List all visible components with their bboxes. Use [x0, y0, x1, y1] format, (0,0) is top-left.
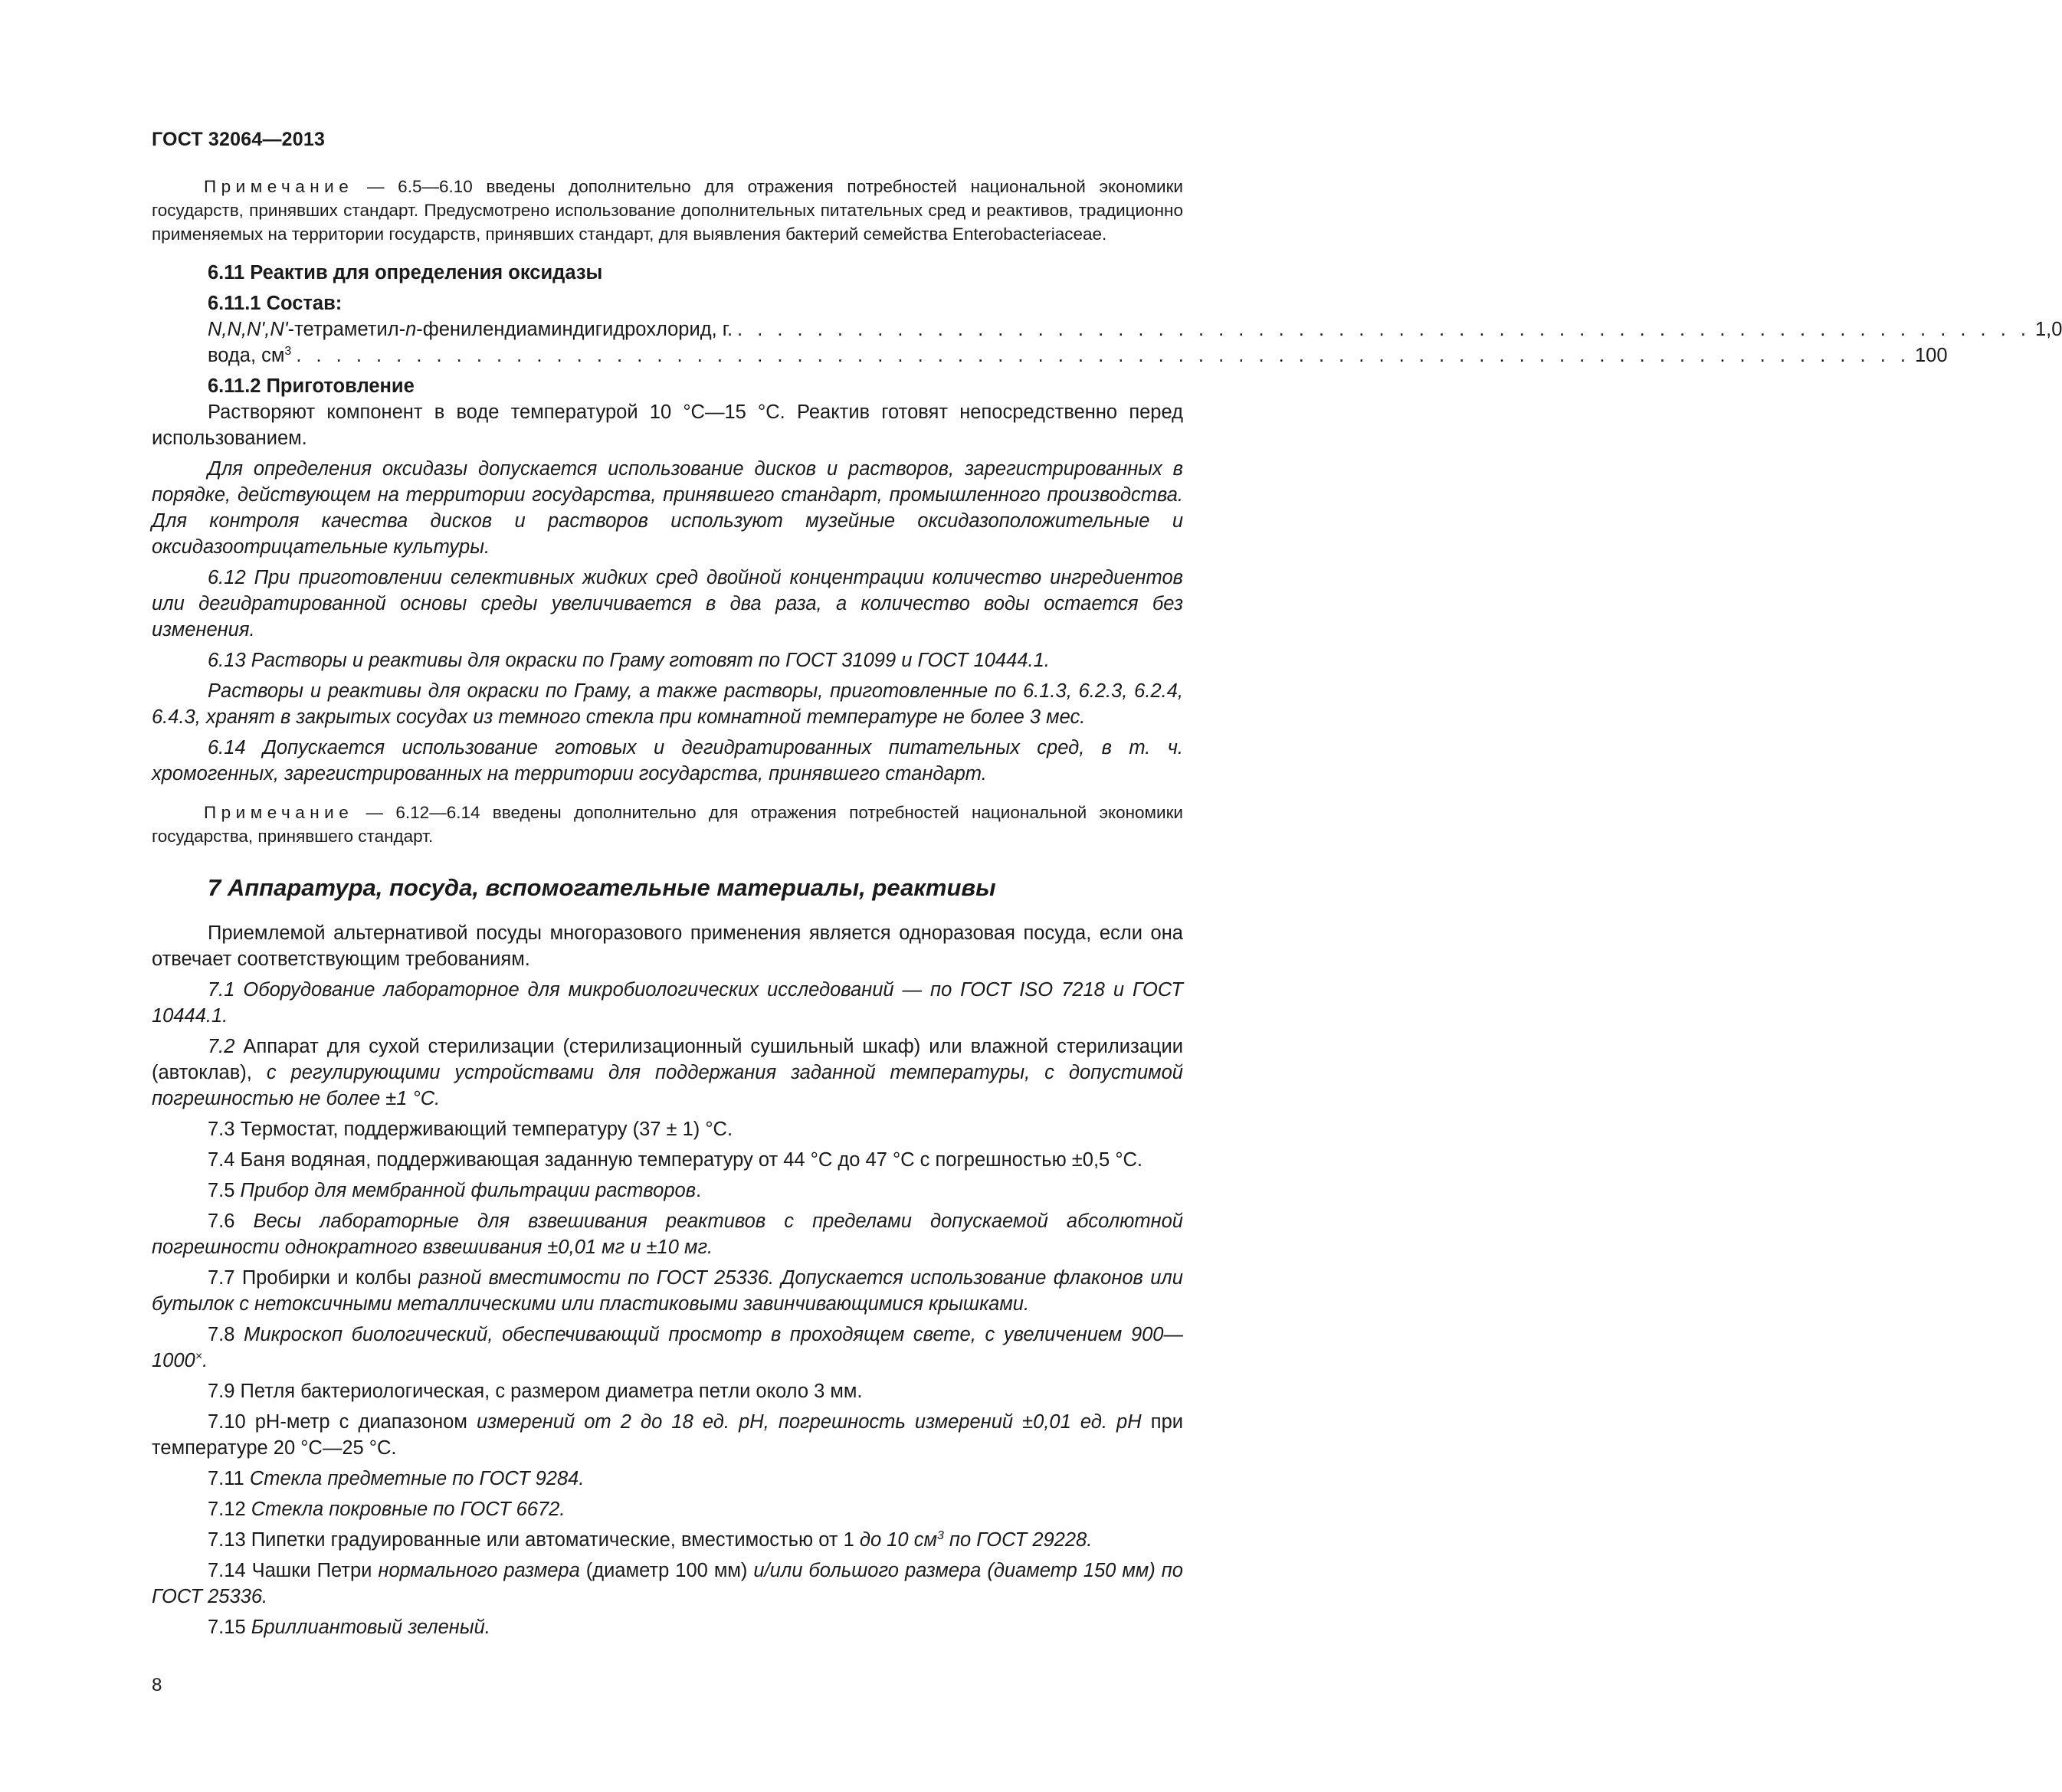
page-number: 8 [152, 1675, 162, 1695]
paragraph-7-1: 7.1 Оборудование лабораторное для микробиологических исследований — по ГОСТ ISO 7218 и ГОСТ 10444.1. [152, 979, 1183, 1027]
note-text: — 6.5—6.10 введены дополнительно для отражения потребностей национальной экономики государств, принявших стандарт. Предусмотрено использование дополнительных питательных сред и реактивов, традиционно применяемых на территории государств, принявших стандарт, для выявления бактерий семейства Enterobacteriaceae. [152, 177, 1183, 244]
paragraph-7-11: 7.11 Стекла предметные по ГОСТ 9284. [208, 1468, 585, 1489]
paragraph-7-12: 7.12 Стекла покровные по ГОСТ 6672. [208, 1499, 565, 1520]
section-heading-6-11: 6.11 Реактив для определения оксидазы [208, 262, 603, 283]
paragraph-oxidase-discs: Для определения оксидазы допускается использование дисков и растворов, зарегистрированных в порядке, действующем на территории государства, принявшего стандарт, промышленного производства. Для контроля качества дисков и растворов используют музейные оксидазоположительные и оксидазоотрицательные культуры. [152, 458, 1183, 558]
composition-item-label: N,N,N',N'-тетраметил-n-фенилендиаминдигидрохлорид, г. [208, 319, 733, 340]
note-6-5-6-10 [152, 175, 1183, 246]
paragraph-6-12: 6.12 При приготовлении селективных жидких сред двойной концентрации количество ингредиентов или дегидратированной основы среды увеличивается в два раза, а количество воды остается без изменения. [152, 567, 1183, 640]
note-prefix: Примечание [204, 177, 354, 196]
composition-item-value: 100 [1914, 345, 1948, 366]
subsection-heading-6-11-2: 6.11.2 Приготовление [208, 375, 415, 397]
document-code-header: ГОСТ 32064—2013 [152, 129, 326, 150]
paragraph-6-14: 6.14 Допускается использование готовых и дегидратированных питательных сред, в т. ч. хромогенных, зарегистрированных на территории государства, принявшего стандарт. [152, 737, 1183, 785]
subsection-heading-6-11-1: 6.11.1 Состав: [208, 293, 343, 314]
paragraph-7-10: 7.10 pH-метр с диапазоном измерений от 2 до 18 ед. рН, погрешность измерений ±0,01 ед. рН при температуре 20 °С—25 °С. [152, 1411, 1183, 1459]
paragraph-7-4: 7.4 Баня водяная, поддерживающая заданную температуру от 44 °С до 47 °С с погрешностью ±0,5 °С. [208, 1149, 1143, 1171]
paragraph-7-14: 7.14 Чашки Петри нормального размера (диаметр 100 мм) и/или большого размера (диаметр 150 мм) по ГОСТ 25336. [152, 1560, 1183, 1607]
page-content [152, 175, 2062, 1640]
paragraph-7-15: 7.15 Бриллиантовый зеленый. [208, 1617, 490, 1638]
composition-item-reagent [152, 316, 2062, 342]
paragraph-6-13-storage: Растворы и реактивы для окраски по Граму, а также растворы, приготовленные по 6.1.3, 6.2.3, 6.2.4, 6.4.3, хранят в закрытых сосудах из темного стекла при комнатной температуре не более 3 мес. [152, 680, 1183, 728]
leader-dots: . . . . . . . . . . . . . . . . . . . . . . . . . . . . . . . . . . . . . . . . . . . . . . . . . . . . . . . . . . . . . . . . . . . . . . . . . . . . . . . . . [296, 345, 1910, 366]
paragraph-7-7: 7.7 Пробирки и колбы разной вместимости по ГОСТ 25336. Допускается использование флаконов или бутылок с нетоксичными металлическими или пластиковыми завинчивающимися крышками. [152, 1267, 1183, 1315]
paragraph-7-2: 7.2 Аппарат для сухой стерилизации (стерилизационный сушильный шкаф) или влажной стерилизации (автоклав), с регулирующими устройствами для поддержания заданной температуры, с допустимой погрешностью не более ±1 °С. [152, 1036, 1183, 1109]
paragraph-7-3: 7.3 Термостат, поддерживающий температуру (37 ± 1) °С. [208, 1119, 733, 1140]
paragraph-preparation: Растворяют компонент в воде температурой 10 °С—15 °С. Реактив готовят непосредственно перед использованием. [152, 401, 1183, 449]
paragraph-7-intro: Приемлемой альтернативой посуды многоразового применения является одноразовая посуда, если она отвечает соответствующим требованиям. [152, 922, 1183, 970]
note-text: — 6.12—6.14 введены дополнительно для отражения потребностей национальной экономики государства, принявшего стандарт. [152, 803, 1183, 846]
paragraph-6-13: 6.13 Растворы и реактивы для окраски по Граму готовят по ГОСТ 31099 и ГОСТ 10444.1. [208, 650, 1050, 671]
paragraph-7-9: 7.9 Петля бактериологическая, с размером диаметра петли около 3 мм. [208, 1381, 863, 1402]
leader-dots: . . . . . . . . . . . . . . . . . . . . . . . . . . . . . . . . . . . . . . . . . . . . . . . . . . . . . . . . . . . . . . . . . [737, 319, 2031, 340]
note-prefix: Примечание [204, 803, 354, 822]
paragraph-7-5: 7.5 Прибор для мембранной фильтрации растворов. [208, 1180, 702, 1201]
paragraph-7-13: 7.13 Пипетки градуированные или автоматические, вместимостью от 1 до 10 $см^3$ по ГОСТ 29228. [208, 1529, 1093, 1551]
note-6-12-6-14 [152, 801, 1183, 848]
section-heading-7: 7 Аппаратура, посуда, вспомогательные материалы, реактивы [208, 874, 996, 901]
paragraph-7-6: 7.6 Весы лабораторные для взвешивания реактивов с пределами допускаемой абсолютной погрешности однократного взвешивания ±0,01 мг и ±10 мг. [152, 1211, 1183, 1258]
composition-item-water [152, 342, 1948, 369]
paragraph-7-8: 7.8 Микроскоп биологический, обеспечивающий просмотр в проходящем свете, с увеличением 900—1000×. [152, 1324, 1183, 1371]
composition-item-value: 1,0 [2034, 319, 2062, 340]
composition-item-label: вода, $см^3$ [208, 345, 292, 366]
